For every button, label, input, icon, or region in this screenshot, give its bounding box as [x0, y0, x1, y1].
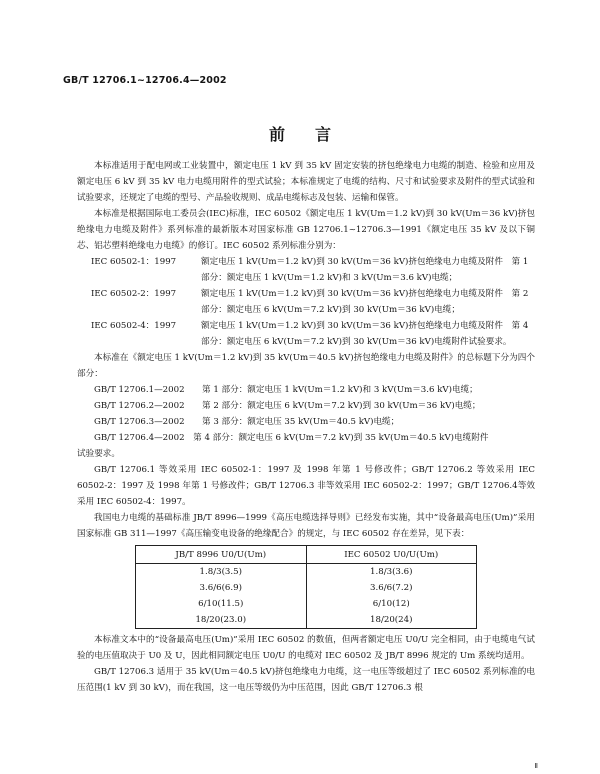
voltage-comparison-table [135, 545, 477, 629]
list-item-code: IEC 60502-1：1997 [91, 257, 177, 267]
list-item-desc: 额定电压 1 kV(Um＝1.2 kV)到 30 kV(Um＝36 kV)挤包绝缘电力电缆及附件 第 1 部分：额定电压 1 kV(Um＝1.2 kV)和 3 kV(Um＝3.6 kV)电缆； [201, 257, 529, 283]
list-item-code: GB/T 12706.3—2002 [94, 417, 185, 427]
gb-parts-list [77, 382, 535, 462]
paragraph-um-usage: 本标准文本中的“设备最高电压(Um)”采用 IEC 60502 的数值，但两者额定电压 U0/U 完全相同，由于电缆电气试验的电压值取决于 U0 及 U，因此相同额定电压 U0/U 的电缆对 IEC 60502 及 JB/T 8996 规定的 Um 系统均适用。 [77, 635, 535, 661]
list-item [77, 382, 535, 398]
paragraph-difference: 我国电力电缆的基础标准 JB/T 8996—1999《高压电缆选择导则》已经发布实施，其中“设备最高电压(Um)”采用国家标准 GB 311—1997《高压输变电设备的绝缘配合》的规定，与 IEC 60502 存在差异，见下表： [77, 513, 535, 539]
paragraph-basis: 本标准是根据国际电工委员会(IEC)标准，IEC 60502《额定电压 1 kV(Um＝1.2 kV)到 30 kV(Um＝36 kV)挤包绝缘电力电缆及附件》系列标准的最新版本对国家标准 GB 12706.1~12706.3—1991《额定电压 35 kV 及以下铜芯、铝芯塑料绝缘电力电缆》的修订。IEC 60502 系列标准分别为： [77, 209, 535, 251]
list-item [77, 286, 535, 318]
list-item-desc: 第 1 部分：额定电压 1 kV(Um＝1.2 kV)和 3 kV(Um＝3.6 kV)电缆； [202, 385, 478, 395]
table-cell: 1.8/3(3.5) [136, 564, 307, 581]
table-row [136, 580, 477, 596]
list-item-code: GB/T 12706.2—2002 [94, 401, 185, 411]
list-item-part4-cont: 试验要求。 [77, 449, 120, 459]
paragraph-structure: 本标准在《额定电压 1 kV(Um＝1.2 kV)到 35 kV(Um＝40.5 kV)挤包绝缘电力电缆及附件》的总标题下分为四个部分： [77, 353, 535, 379]
standard-number: GB/T 12706.1~12706.4—2002 [63, 75, 227, 86]
list-item-desc: 额定电压 1 kV(Um＝1.2 kV)到 30 kV(Um＝36 kV)挤包绝缘电力电缆及附件 第 4 部分：额定电压 6 kV(Um＝7.2 kV)到 30 kV(Um＝36 kV)电缆附件试验要求。 [201, 321, 529, 347]
table-cell: 18/20(24) [306, 612, 477, 629]
table-cell: 6/10(11.5) [136, 596, 307, 612]
list-item [77, 398, 535, 414]
document-body [77, 158, 535, 696]
list-item-code: GB/T 12706.1—2002 [94, 385, 185, 395]
table-cell: 18/20(23.0) [136, 612, 307, 629]
table-cell: 1.8/3(3.6) [306, 564, 477, 581]
list-item [77, 318, 535, 350]
iec-standard-list [77, 254, 535, 350]
list-item-desc: 第 2 部分：额定电压 6 kV(Um＝7.2 kV)到 30 kV(Um＝36 kV)电缆； [202, 401, 481, 411]
paragraph-equivalence: GB/T 12706.1 等效采用 IEC 60502-1：1997 及 1998 年第 1 号修改件；GB/T 12706.2 等效采用 IEC 60502-2：1997 及 1998 年第 1 号修改件；GB/T 12706.3 非等效采用 IEC 60502-2：1997；GB/T 12706.4等效采用 IEC 60502-4：1997。 [77, 465, 535, 507]
list-item-code: IEC 60502-4：1997 [91, 321, 177, 331]
table-cell: 3.6/6(7.2) [306, 580, 477, 596]
list-item-desc: 第 3 部分：额定电压 35 kV(Um＝40.5 kV)电缆； [202, 417, 400, 427]
list-item-part4: GB/T 12706.4—2002 第 4 部分：额定电压 6 kV(Um＝7.2 kV)到 35 kV(Um＝40.5 kV)电缆附件 [94, 433, 489, 443]
table-row [136, 564, 477, 581]
paragraph-35kv: GB/T 12706.3 适用于 35 kV(Um＝40.5 kV)挤包绝缘电力电缆，这一电压等级超过了 IEC 60502 系列标准的电压范围(1 kV 到 30 kV)，而在我国，这一电压等级仍为中压范围，因此 GB/T 12706.3 根 [77, 667, 535, 693]
paragraph-scope: 本标准适用于配电网或工业装置中，额定电压 1 kV 到 35 kV 固定安装的挤包绝缘电力电缆的制造、检验和应用及额定电压 6 kV 到 35 kV 电力电缆用附件的型式试验；本标准规定了电缆的结构、尺寸和试验要求及附件的型式试验和试验要求，还规定了电缆的型号、产品验收规则、成品电缆标志及包装、运输和保管。 [77, 161, 535, 203]
table-cell: 3.6/6(6.9) [136, 580, 307, 596]
table-row [136, 596, 477, 612]
list-item [77, 254, 535, 286]
list-item-desc: 额定电压 1 kV(Um＝1.2 kV)到 30 kV(Um＝36 kV)挤包绝缘电力电缆及附件 第 2 部分：额定电压 6 kV(Um＝7.2 kV)到 30 kV(Um＝36 kV)电缆； [201, 289, 529, 315]
list-item [77, 414, 535, 430]
table-header-iec: IEC 60502 U0/U(Um) [306, 546, 477, 564]
page-number: Ⅱ [534, 762, 538, 770]
page-title: 前言 [268, 125, 361, 144]
table-cell: 6/10(12) [306, 596, 477, 612]
table-header-jb: JB/T 8996 U0/U(Um) [136, 546, 307, 564]
list-item-code: IEC 60502-2：1997 [91, 289, 177, 299]
table-row [136, 612, 477, 629]
